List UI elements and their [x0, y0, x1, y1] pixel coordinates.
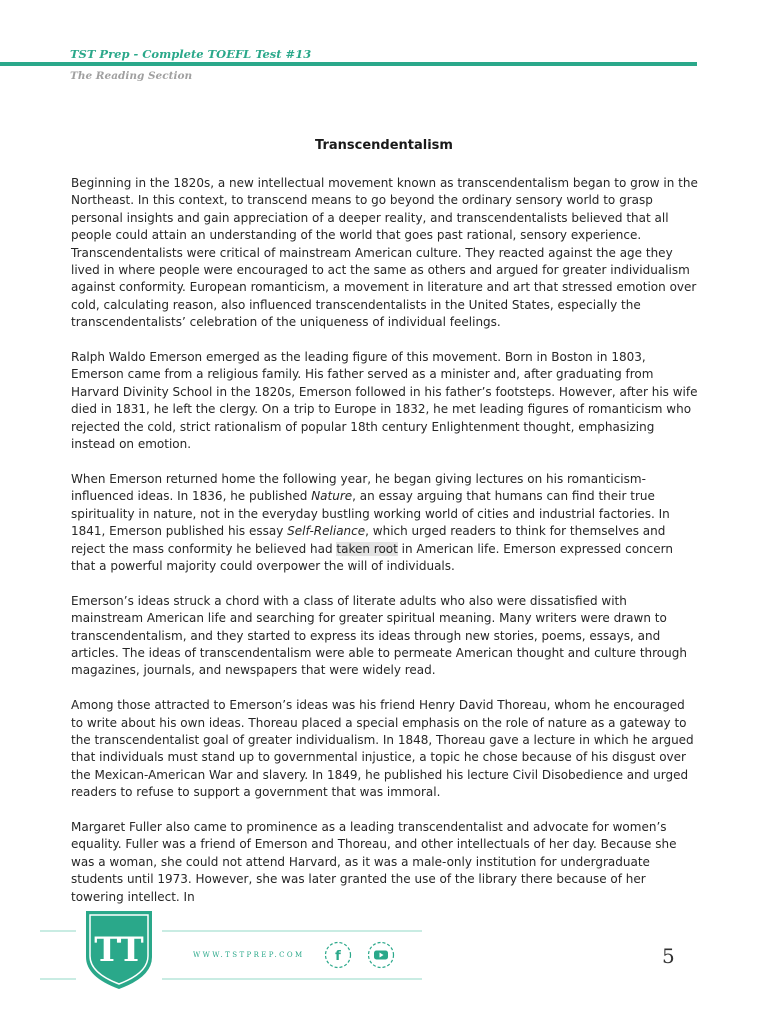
article-title: Transcendentalism [315, 138, 453, 153]
page-number: 5 [662, 944, 675, 968]
paragraph-4: Emerson’s ideas struck a chord with a class of literate adults who also were dissatisfied with mainstream American life and searching for greater spiritual meaning. Many writers were drawn to transcendentalism, and they started to express its ideas through new stories, poems, essays, and articles. The ideas of transcendentalism were able to permeate American thought and culture through magazines, journals, and newspapers that were widely read. [71, 593, 687, 678]
footer-line [162, 978, 422, 980]
facebook-link[interactable] [324, 941, 352, 969]
section-subtitle: The Reading Section [70, 70, 193, 82]
svg-text:f: f [335, 949, 341, 964]
footer-line [40, 978, 76, 980]
shield-logo-icon [82, 909, 156, 991]
highlighted-phrase[interactable]: taken root [336, 541, 398, 556]
header-rule [0, 62, 697, 66]
facebook-icon [324, 941, 352, 969]
paragraph-3-text-a: When Emerson returned home the following year, he began giving lectures on his romanticism-influenced ideas. In 1836, he published [71, 471, 646, 504]
paragraph-3-text-c: , which urged readers to think for themselves and reject the mass conformity he believed had [71, 524, 666, 556]
paragraph-6: Margaret Fuller also came to prominence as a leading transcendentalist and advocate for women’s equality. Fuller was a friend of Emerson and Thoreau, and other intellectuals of her day. Because she was a woman, she could not attend Harvard, as it was a male-only institution for undergraduate students until 1973. However, she was later granted the use of the library there because of her towering intellect. In [71, 819, 677, 904]
paragraph-3 [71, 471, 698, 575]
footer-line [40, 930, 76, 932]
paragraph-3-text-b: , an essay arguing that humans can find their true spirituality in nature, not in the everyday bustling working world of cities and industrial factories. In 1841, Emerson published his essay [71, 489, 670, 539]
paragraph-3-text-d: in American life. Emerson expressed concern that a powerful majority could overpower the will of individuals. [71, 541, 673, 573]
paragraph-1: Beginning in the 1820s, a new intellectual movement known as transcendentalism began to grow in the Northeast. In this context, to transcend means to go beyond the ordinary sensory world to grasp personal insights and gain appreciation of a deeper reality, and transcendentalists believed that all people could attain an understanding of the world that goes past rational, sensory experience. Transcendentalists were critical of mainstream American culture. They reacted against the age they lived in where people were encouraged to act the same as others and argued for greater individualism against conformity. European romanticism, a movement in literature and art that stressed emotion over cold, calculating reason, also influenced transcendentalists in the United States, especially the transcendentalists’ celebration of the uniqueness of individual feelings. [71, 176, 698, 330]
logo-text: TT [94, 930, 144, 970]
document-header-title: TST Prep - Complete TOEFL Test #13 [70, 47, 312, 61]
article-body [71, 175, 698, 923]
youtube-link[interactable] [367, 941, 395, 969]
nature-essay-title: Nature [311, 489, 353, 504]
website-url[interactable]: WWW.TSTPREP.COM [193, 951, 305, 959]
tst-prep-logo [82, 909, 156, 991]
youtube-icon [367, 941, 395, 969]
self-reliance-essay-title: Self-Reliance [287, 524, 366, 539]
footer-line [162, 930, 422, 932]
paragraph-5: Among those attracted to Emerson’s ideas was his friend Henry David Thoreau, whom he encouraged to write about his own ideas. Thoreau placed a special emphasis on the role of nature as a gateway to the transcendentalist goal of greater individualism. In 1848, Thoreau gave a lecture in which he argued that individuals must stand up to governmental injustice, a topic he chose because of his disgust over the Mexican-American War and slavery. In 1849, he published his lecture Civil Disobedience and urged readers to refuse to support a government that was immoral. [71, 698, 694, 800]
paragraph-2: Ralph Waldo Emerson emerged as the leading figure of this movement. Born in Boston in 1803, Emerson came from a religious family. His father served as a minister and, after graduating from Harvard Divinity School in the 1820s, Emerson followed in his father’s footsteps. However, after his wife died in 1831, he left the clergy. On a trip to Europe in 1832, he met leading figures of romanticism who rejected the cold, strict rationalism of popular 18th century Enlightenment thought, emphasizing instead on emotion. [71, 350, 698, 452]
